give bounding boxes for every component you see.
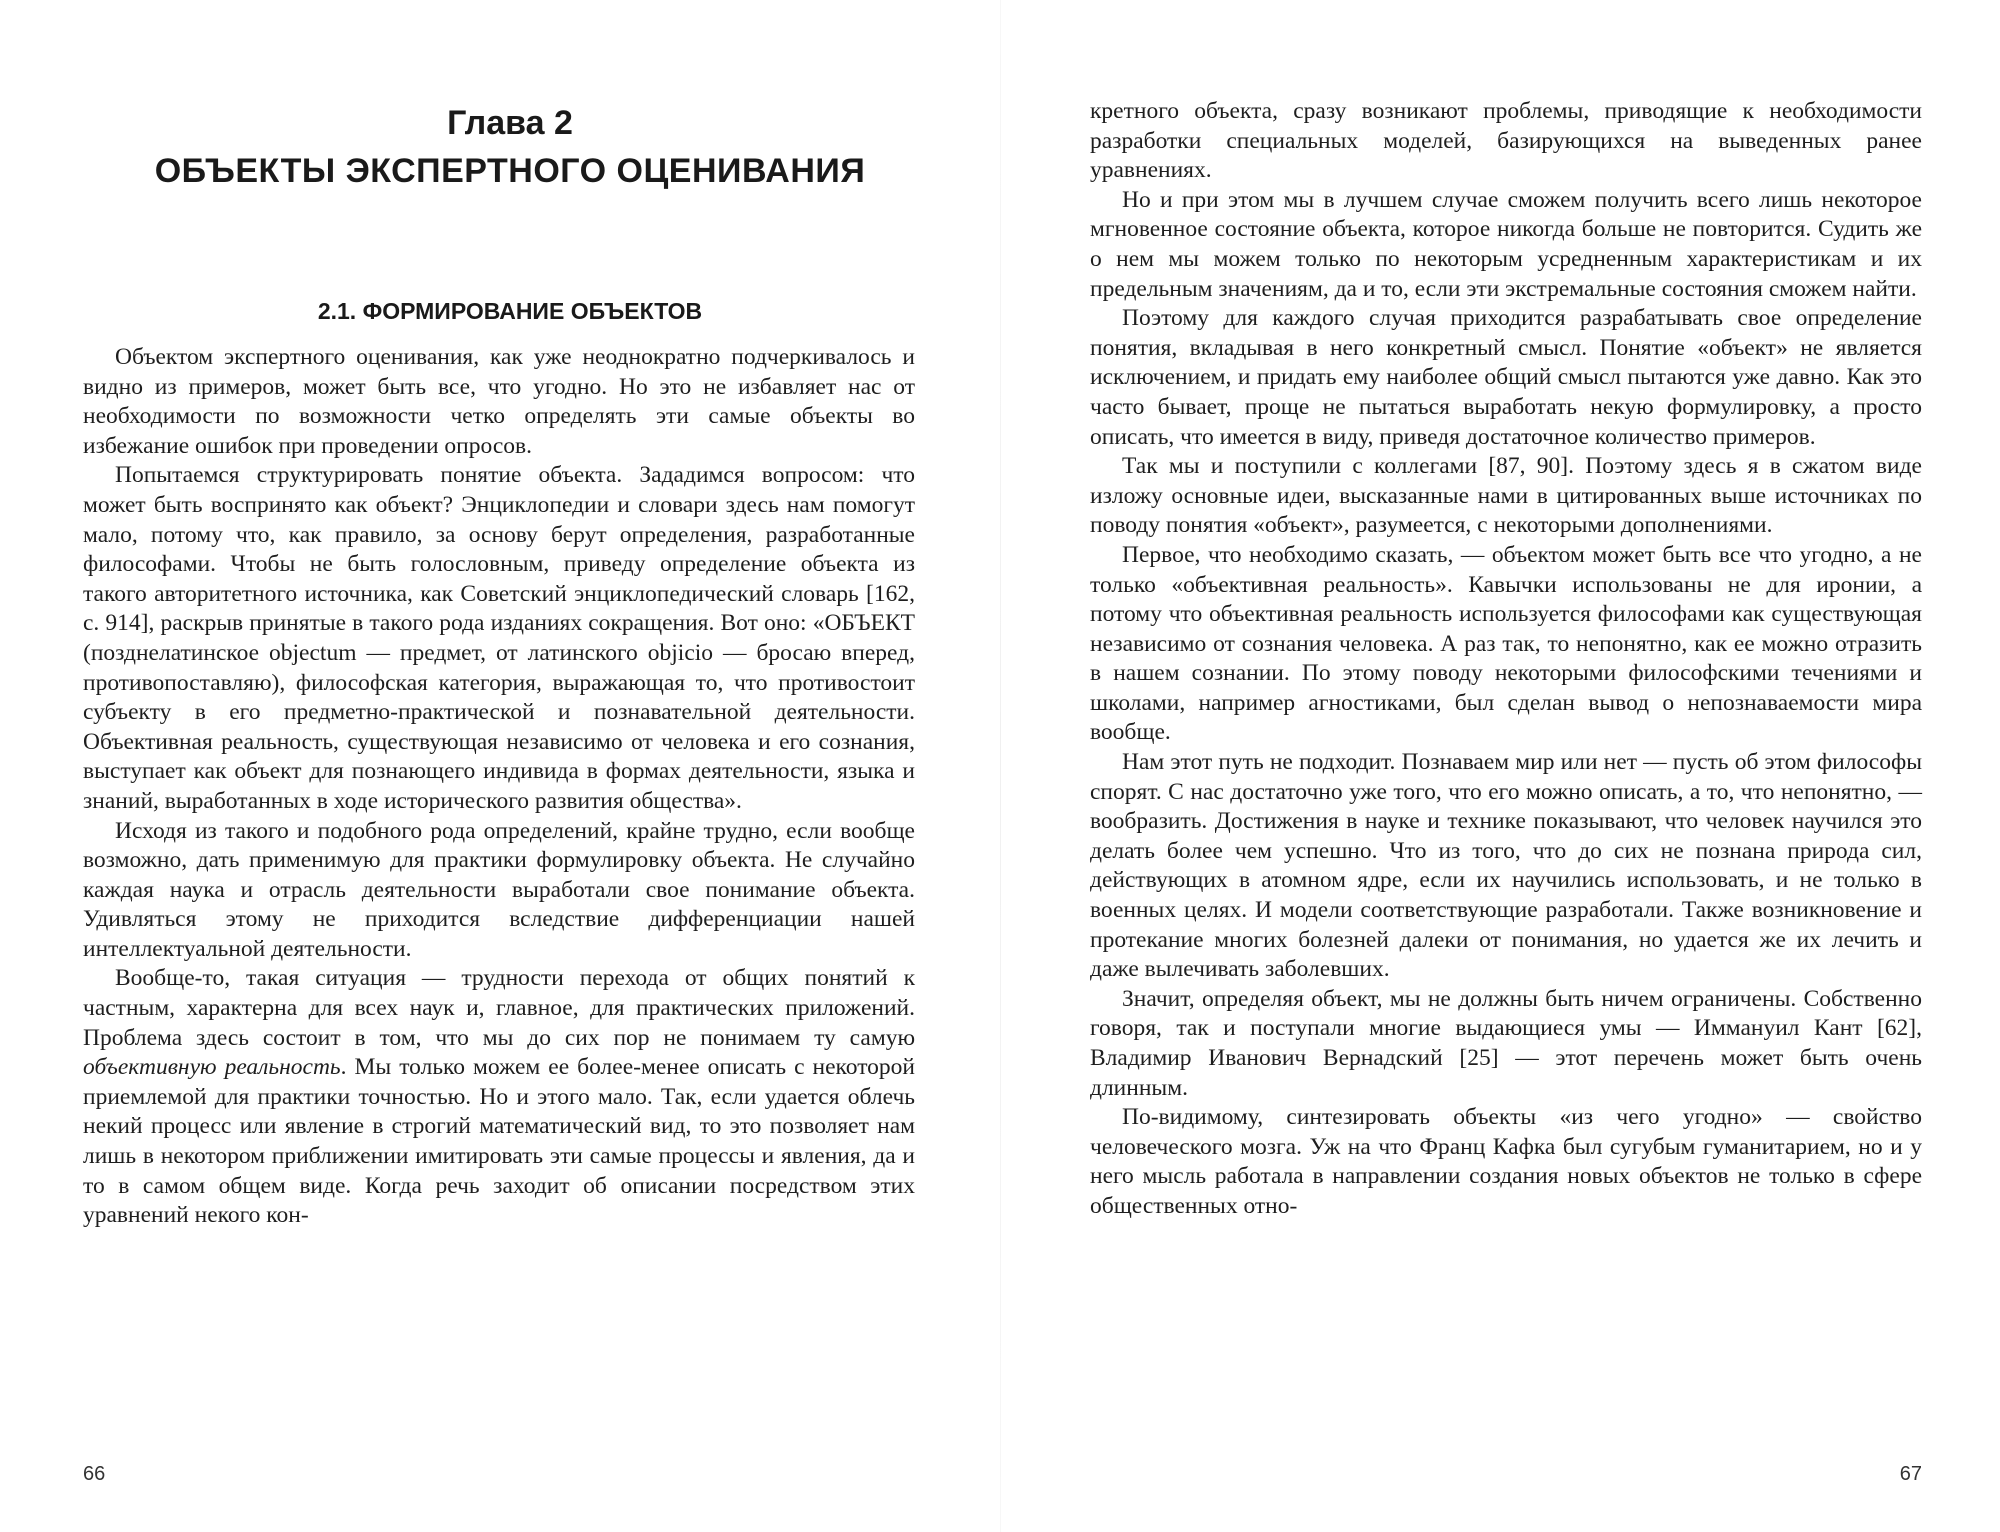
paragraph: Попытаемся структурировать понятие объекта. Зададимся вопросом: что может быть воспринято как объект? Энциклопедии и словари здесь нам помогут мало, потому что, как правило, за основу берут определения, разработанные философами. Чтобы не быть голословным, приведу определение объекта из такого авторитетного источника, как Советский энциклопедический словарь [162, с. 914], раскрыв принятые в такого рода изданиях сокращения. Вот оно: «ОБЪЕКТ (позднелатинское objectum — предмет, от латинского objicio — бросаю вперед, противопоставляю), философская категория, выражающая то, что противостоит субъекту в его предметно-практической и познавательной деятельности. Объективная реальность, существующая независимо от человека и его сознания, выступает как объект для познающего индивида в формах деятельности, языка и знаний, выработанных в ходе исторического развития общества». <box>83 462 915 814</box>
right-page-body <box>1090 97 1922 1222</box>
left-page-body <box>83 343 915 1231</box>
paragraph: По-видимому, синтезировать объекты «из чего угодно» — свойство человеческого мозга. Уж на что Франц Кафка был сугубым гуманитарием, но и у него мысль работала в направлении создания новых объектов не только в сфере общественных отно- <box>1090 1104 1922 1219</box>
chapter-label: Глава 2 <box>447 104 573 142</box>
paragraph: Так мы и поступили с коллегами [87, 90]. Поэтому здесь я в сжатом виде изложу основные идеи, высказанные нами в цитированных выше источниках по поводу понятия «объект», разумеется, с некоторыми дополнениями. <box>1090 453 1922 539</box>
paragraph-text: . Мы только можем ее более-менее описать с некоторой приемлемой для практики точностью. Но и этого мало. Так, если удается облечь некий процесс или явление в строгий математический вид, то это позволяет нам лишь в некотором приближении имитировать эти самые процессы и явления, да и то в самом общем виде. Когда речь заходит об описании посредством этих уравнений некого кон- <box>83 1054 915 1229</box>
paragraph: Объектом экспертного оценивания, как уже неоднократно подчеркивалось и видно из примеров, может быть все, что угодно. Но это не избавляет нас от необходимости по возможности четко определять эти самые объекты во избежание ошибок при проведении опросов. <box>83 344 915 459</box>
italic-term: объективную реальность <box>83 1054 341 1081</box>
paragraph: Первое, что необходимо сказать, — объектом может быть все что угодно, а не только «объективная реальность». Кавычки использованы не для иронии, а потому что объективная реальность используется философами как существующая независимо от сознания человека. А раз так, то непонятно, как ее можно отразить в нашем сознании. По этому поводу некоторыми философскими течениями и школами, например агностиками, был сделан вывод о непознаваемости мира вообще. <box>1090 541 1922 746</box>
paragraph <box>83 964 915 1230</box>
paragraph: Нам этот путь не подходит. Познаваем мир или нет — пусть об этом философы спорят. С нас достаточно уже того, что его можно описать, а то, что непонятно, — вообразить. Достижения в науке и технике показывают, что человек научился это делать более чем успешно. Что из того, что до сих не познана природа сил, действующих в атомном ядре, если их научились использовать, и не только в военных целях. И модели соответствующие разработали. Также возникновение и протекание многих болезней далеки от понимания, но удается же их лечить и даже вылечивать заболевших. <box>1090 749 1922 983</box>
paragraph: Значит, определяя объект, мы не должны быть ничем ограничены. Собственно говоря, так и поступали многие выдающиеся умы — Иммануил Кант [62], Владимир Иванович Вернадский [25] — этот перечень может быть очень длинным. <box>1090 985 1922 1101</box>
paragraph: Поэтому для каждого случая приходится разрабатывать свое определение понятия, вкладывая в него конкретный смысл. Понятие «объект» не является исключением, и придать ему наиболее общий смысл пытаются уже давно. Как это часто бывает, проще не пытаться выработать некую формулировку, а просто описать, что имеется в виду, приведя достаточное количество примеров. <box>1090 305 1922 450</box>
page-number: 67 <box>1899 1463 1922 1485</box>
paragraph: Но и при этом мы в лучшем случае сможем получить всего лишь некоторое мгновенное состояние объекта, которое никогда больше не повторится. Судить же о нем мы можем только по некоторым усредненным характеристикам и их предельным значениям, да и то, если эти экстремальные состояния сможем найти. <box>1090 186 1922 302</box>
chapter-title: ОБЪЕКТЫ ЭКСПЕРТНОГО ОЦЕНИВАНИЯ <box>154 152 866 190</box>
right-page <box>1000 0 2000 1532</box>
section-title: 2.1. ФОРМИРОВАНИЕ ОБЪЕКТОВ <box>317 298 703 324</box>
chapter-heading <box>110 100 910 196</box>
paragraph: Исходя из такого и подобного рода определений, крайне трудно, если вообще возможно, дать применимую для практики формулировку объекта. Не случайно каждая наука и отрасль деятельности выработали свое понимание объекта. Удивляться этому не приходится вследствие дифференциации нашей интеллектуальной деятельности. <box>83 817 915 962</box>
paragraph-continuation: кретного объекта, сразу возникают проблемы, приводящие к необходимости разработки специальных моделей, базирующихся на выведенных ранее уравнениях. <box>1090 98 1922 184</box>
paragraph-text: Вообще-то, такая ситуация — трудности перехода от общих понятий к частным, характерна для всех наук и, главное, для практических приложений. Проблема здесь состоит в том, что мы до сих пор не понимаем ту самую <box>83 965 915 1051</box>
page-number: 66 <box>83 1463 106 1485</box>
